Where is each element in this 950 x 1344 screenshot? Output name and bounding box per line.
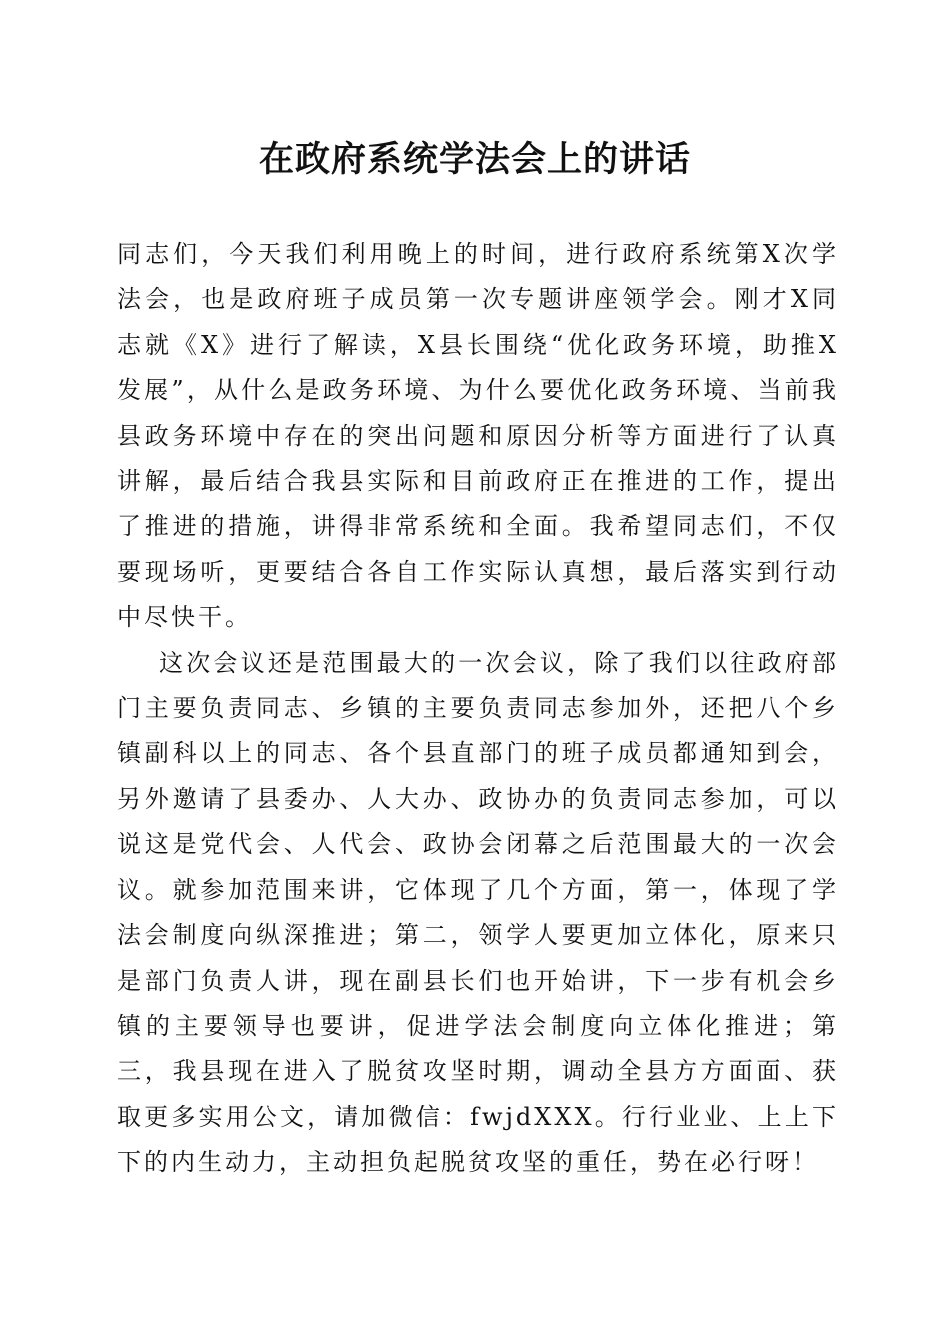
document-body xyxy=(117,232,839,1186)
paragraph-1: 同志们，今天我们利用晚上的时间，进行政府系统第X次学法会，也是政府班子成员第一次专题讲座领学会。刚才X同志就《X》进行了解读，X县长围绕“优化政务环境，助推X发展”，从什么是政务环境、为什么要优化政务环境、当前我县政务环境中存在的突出问题和原因分析等方面进行了认真讲解，最后结合我县实际和目前政府正在推进的工作，提出了推进的措施，讲得非常系统和全面。我希望同志们，不仅要现场听，更要结合各自工作实际认真想，最后落实到行动中尽快干。 xyxy=(117,240,839,632)
document-title: 在政府系统学法会上的讲话 xyxy=(258,139,691,180)
paragraph-2: 这次会议还是范围最大的一次会议，除了我们以往政府部门主要负责同志、乡镇的主要负责同志参加外，还把八个乡镇副科以上的同志、各个县直部门的班子成员都通知到会，另外邀请了县委办、人大办、政协办的负责同志参加，可以说这是党代会、人代会、政协会闭幕之后范围最大的一次会议。就参加范围来讲，它体现了几个方面，第一，体现了学法会制度向纵深推进；第二，领学人要更加立体化，原来只是部门负责人讲，现在副县长们也开始讲，下一步有机会乡镇的主要领导也要讲，促进学法会制度向立体化推进；第三，我县现在进入了脱贫攻坚时期，调动全县方方面面、获取更多实用公文，请加微信：fwjdXXX。行行业业、上上下下的内生动力，主动担负起脱贫攻坚的重任，势在必行呀！ xyxy=(117,648,839,1177)
